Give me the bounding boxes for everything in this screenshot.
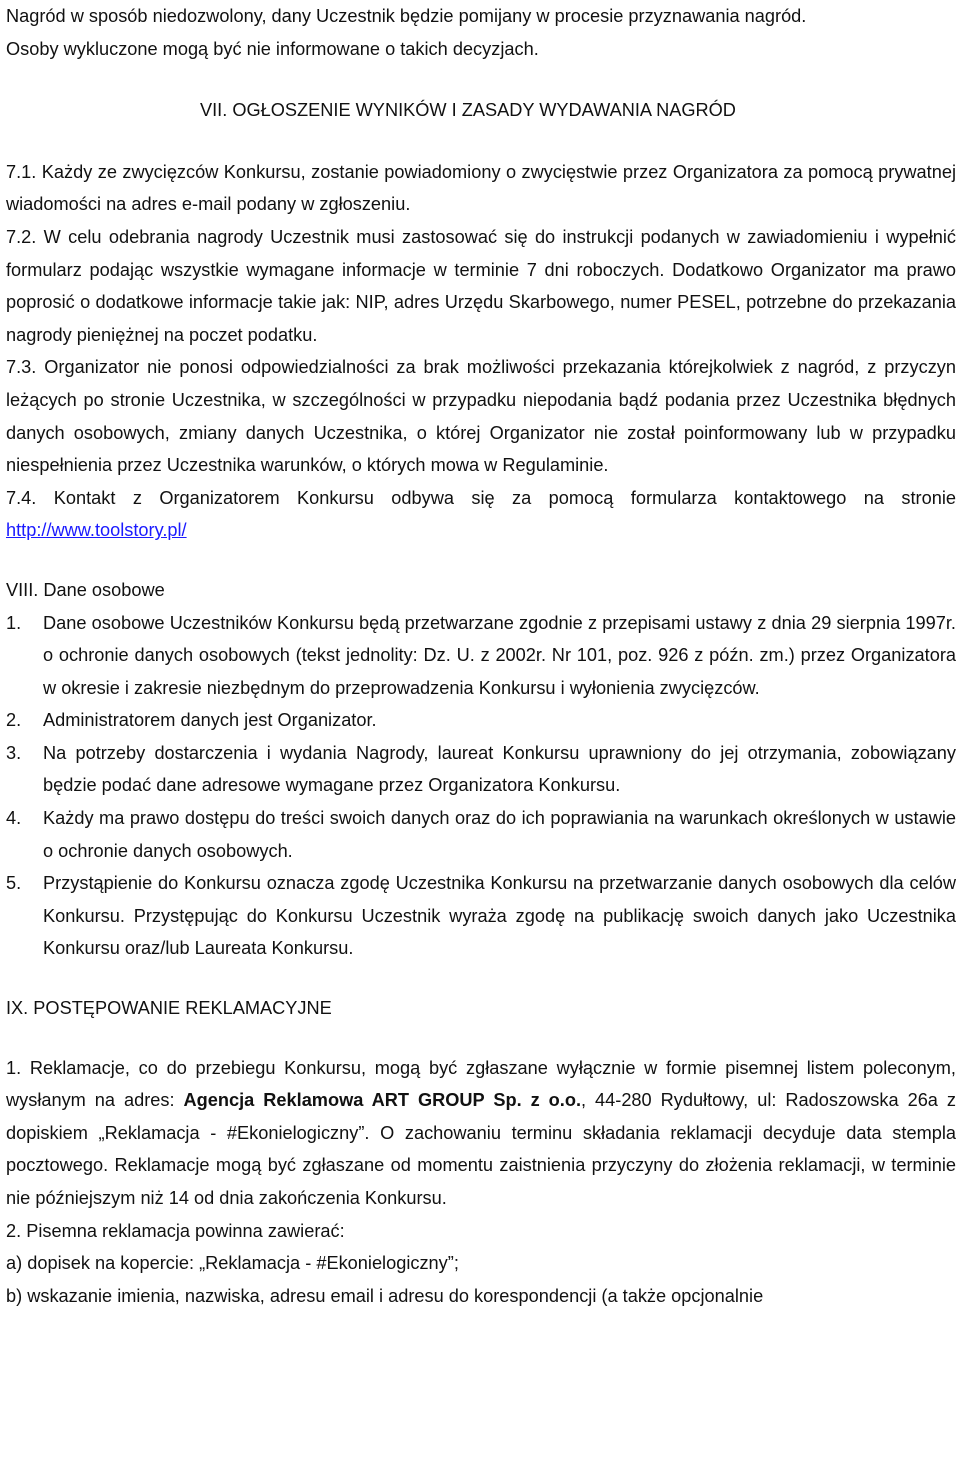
section-9-paragraph-1 <box>6 1052 956 1215</box>
section-9-paragraph-1-start: 1. Reklamacje, co do przebiegu Konkursu, mogą być zgłaszane wyłącznie w formie pisemnej listem poleconym, wysłanym na adres: <box>6 1057 956 1111</box>
list-item <box>6 867 956 965</box>
section-7-paragraph-4-text: 7.4. Kontakt z Organizatorem Konkursu odbywa się za pomocą formularza kontaktowego na stronie <box>6 487 956 508</box>
list-item <box>6 737 956 802</box>
intro-line-2: Osoby wykluczone mogą być nie informowane o takich decyzjach. <box>6 38 539 59</box>
list-item-number: 2. <box>6 710 22 731</box>
section-7-heading: VII. OGŁOSZENIE WYNIKÓW I ZASADY WYDAWANIA NAGRÓD <box>200 100 736 121</box>
section-7-paragraph-2: 7.2. W celu odebrania nagrody Uczestnik musi zastosować się do instrukcji podanych w zawiadomieniu i wypełnić formularz podając wszystkie wymagane informacje w terminie 7 dni roboczych. Dodatkowo Organizator ma prawo poprosić o dodatkowe informacje takie jak: NIP, adres Urzędu Skarbowego, numer PESEL, potrzebne do przekazania nagrody pieniężnej na poczet podatku. <box>6 226 956 345</box>
list-item-text: Dane osobowe Uczestników Konkursu będą przetwarzane zgodnie z przepisami ustawy z dnia 29 sierpnia 1997r. o ochronie danych osobowych (tekst jednolity: Dz. U. z 2002r. Nr 101, poz. 926 z późn. zm.) przez Organizatora w okresie i zakresie niezbędnym do przeprowadzenia Konkursu i wyłonienia zwycięzców. <box>43 612 956 698</box>
section-7-paragraph-4 <box>6 482 956 547</box>
list-item-text: Administratorem danych jest Organizator. <box>43 710 377 731</box>
organizer-address-name: Agencja Reklamowa ART GROUP Sp. z o.o. <box>183 1090 581 1111</box>
list-item-number: 1. <box>6 612 22 633</box>
list-item <box>6 607 956 705</box>
list-item <box>6 802 956 867</box>
list-item-text: Każdy ma prawo dostępu do treści swoich danych oraz do ich poprawiania na warunkach określonych w ustawie o ochronie danych osobowych. <box>43 808 956 861</box>
intro-line-1: Nagród w sposób niedozwolony, dany Uczestnik będzie pomijany w procesie przyznawania nagród. <box>6 6 807 26</box>
section-8-list <box>6 607 956 966</box>
section-9-item-b: b) wskazanie imienia, nazwiska, adresu email i adresu do korespondencji (a także opcjonalnie <box>6 1285 764 1306</box>
section-9-heading: IX. POSTĘPOWANIE REKLAMACYJNE <box>6 998 332 1019</box>
list-item-number: 3. <box>6 742 22 763</box>
section-7-paragraph-1: 7.1. Każdy ze zwycięzców Konkursu, zostanie powiadomiony o zwycięstwie przez Organizatora za pomocą prywatnej wiadomości na adres e-mail podany w zgłoszeniu. <box>6 161 956 215</box>
section-7-paragraph-3: 7.3. Organizator nie ponosi odpowiedzialności za brak możliwości przekazania którejkolwiek z nagród, z przyczyn leżących po stronie Uczestnika, w szczególności w przypadku niepodania bądź podania przez Uczestnika błędnych danych osobowych, zmiany danych Uczestnika, o której Organizator nie został poinformowany lub w przypadku niespełnienia przez Uczestnika warunków, o których mowa w Regulaminie. <box>6 357 956 476</box>
section-9-item-a: a) dopisek na kopercie: „Reklamacja - #Ekonielogiczny”; <box>6 1253 459 1274</box>
list-item-text: Przystąpienie do Konkursu oznacza zgodę Uczestnika Konkursu na przetwarzanie danych osobowych dla celów Konkursu. Przystępując do Konkursu Uczestnik wyraża zgodę na publikację swoich danych jako Uczestnika Konkursu oraz/lub Laureata Konkursu. <box>43 873 956 959</box>
list-item-number: 4. <box>6 808 22 829</box>
list-item <box>6 704 956 737</box>
list-item-text: Na potrzeby dostarczenia i wydania Nagrody, laureat Konkursu uprawniony do jej otrzymania, zobowiązany będzie podać dane adresowe wymagane przez Organizatora Konkursu. <box>43 742 956 796</box>
section-9-paragraph-2: 2. Pisemna reklamacja powinna zawierać: <box>6 1220 345 1241</box>
document-page <box>6 0 956 1312</box>
section-9-paragraph-1-end: , 44-280 Rydułtowy, ul: Radoszowska 26a z dopiskiem „Reklamacja - #Ekonielogiczny”. O zachowaniu terminu składania reklamacji decyduje data stempla pocztowego. Reklamacje mogą być zgłaszane od momentu zaistnienia przyczyny do złożenia reklamacji, w terminie nie późniejszym niż 14 od dnia zakończenia Konkursu. <box>6 1090 956 1208</box>
list-item-number: 5. <box>6 873 22 894</box>
section-8-heading: VIII. Dane osobowe <box>6 579 165 600</box>
toolstory-link[interactable]: http://www.toolstory.pl/ <box>6 520 187 541</box>
